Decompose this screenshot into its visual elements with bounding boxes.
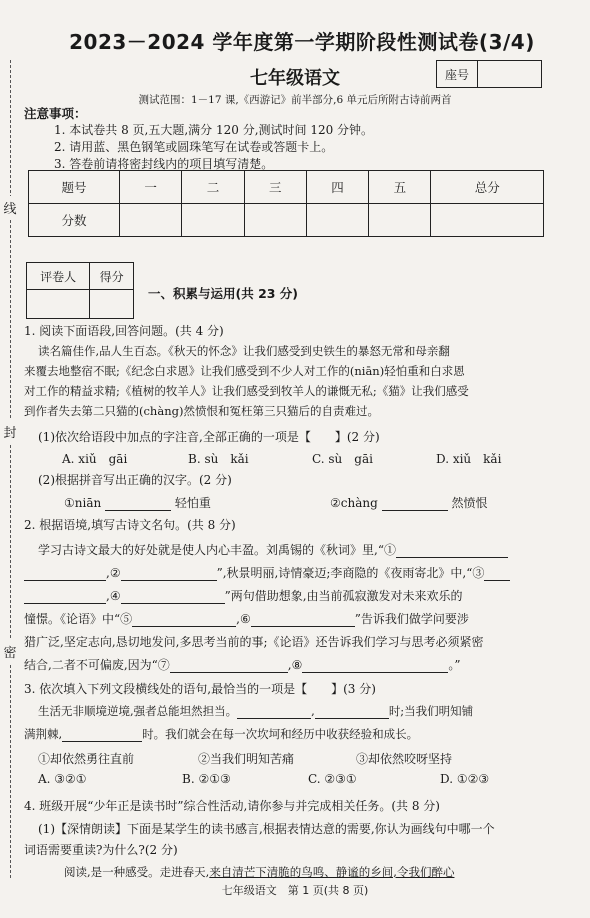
section-heading: 一、积累与运用(共 23 分): [148, 286, 299, 301]
score-table-row: [29, 204, 544, 237]
score-table-header-row: [29, 171, 544, 204]
pinyin-label: ①niān: [64, 496, 102, 510]
score-header-cell: 三: [244, 171, 306, 204]
score-cell[interactable]: [431, 204, 544, 237]
seat-number-field[interactable]: [478, 61, 541, 87]
answer-blank[interactable]: [396, 545, 508, 558]
option-b[interactable]: B. sù kǎi: [188, 452, 249, 466]
text: ,⑧: [287, 658, 303, 672]
pinyin-item: [330, 494, 487, 511]
question-3-stem: 3. 依次填入下列文段横线处的语句,最恰当的一项是【 】(3 分): [24, 682, 376, 696]
note-item: 1. 本试卷共 8 页,五大题,满分 120 分,测试时间 120 分钟。: [54, 123, 374, 137]
question-2-line: [38, 541, 508, 558]
text: 时。我们就会在每一次坎坷和经历中收获经验和成长。: [142, 727, 419, 741]
text: ,: [311, 704, 315, 718]
question-4-sub1-cont: 词语需要重读?为什么?(2 分): [24, 843, 178, 857]
score-header-cell: 四: [306, 171, 368, 204]
question-2-line: 猎广泛,坚定志向,恳切地发问,多思考当前的事;《论语》还告诉我们学习与思考必须紧密: [24, 635, 484, 649]
answer-blank[interactable]: [302, 660, 448, 673]
text: ”两句借助想象,由当前孤寂激发对未来欢乐的: [224, 589, 463, 603]
pinyin-item: [64, 494, 211, 511]
seat-number-box: [436, 60, 542, 88]
note-item: 3. 答卷前请将密封线内的项目填写清楚。: [54, 157, 274, 171]
question-2-line: [24, 656, 460, 673]
question-3-line: [38, 703, 473, 719]
option-a[interactable]: A. xiǔ gāi: [62, 452, 128, 466]
option-d[interactable]: D. xiǔ kǎi: [436, 452, 502, 466]
answer-blank[interactable]: [121, 568, 217, 581]
answer-blank[interactable]: [24, 568, 106, 581]
score-header-cell: 总分: [431, 171, 544, 204]
answer-blank[interactable]: [484, 568, 510, 581]
pinyin-label: ②chàng: [330, 496, 378, 510]
grader-table: [26, 262, 134, 319]
note-item: 2. 请用蓝、黑色钢笔或圆珠笔写在试卷或答题卡上。: [54, 140, 334, 154]
text: 憧憬。《论语》中“⑤: [24, 612, 133, 626]
binding-line: [10, 60, 11, 878]
notes-title: 注意事项：: [24, 106, 87, 121]
underlined-sentence: 来自清芒下清脆的鸟鸣、静谧的乡间,令我们醉心: [209, 865, 455, 879]
answer-blank[interactable]: [62, 729, 142, 742]
reading-excerpt: [64, 864, 454, 880]
answer-blank[interactable]: [132, 614, 236, 627]
answer-blank[interactable]: [121, 591, 225, 604]
text: 时;当我们明知铺: [388, 704, 474, 718]
page-footer: 七年级语文 第 1 页(共 8 页): [221, 884, 369, 897]
score-header-cell: 二: [182, 171, 244, 204]
score-cell[interactable]: [182, 204, 244, 237]
question-4-stem: 4. 班级开展“少年正是读书时”综合性活动,请你参与并完成相关任务。(共 8 分): [24, 799, 440, 813]
answer-blank[interactable]: [170, 660, 288, 673]
text: 满荆棘,: [24, 727, 63, 741]
score-row-label: 分数: [29, 204, 120, 237]
text: ,④: [106, 589, 121, 603]
text: 生活无非顺境逆境,强者总能坦然担当。: [38, 704, 238, 718]
question-4-sub1: (1)【深情朗读】下面是某学生的读书感言,根据表情达意的需要,你认为画线句中哪一个: [38, 822, 495, 836]
answer-blank[interactable]: [24, 591, 106, 604]
score-header-cell: 一: [120, 171, 182, 204]
text: 阅读,是一种感受。走进春天,: [64, 865, 210, 879]
exam-subtitle: 七年级语文: [250, 68, 340, 89]
option-c[interactable]: C. ②③①: [308, 772, 357, 786]
binding-mark-secret: 密: [2, 640, 18, 663]
text: 。”: [448, 658, 461, 672]
passage-line: 到作者失去第二只猫的(chàng)然愤恨和冤枉第三只猫后的自责难过。: [24, 404, 379, 418]
option-a[interactable]: A. ③②①: [38, 772, 87, 786]
passage-line: 读名篇佳作,品人生百态。《秋天的怀念》让我们感受到史铁生的暴怒无常和母亲翻: [38, 344, 450, 358]
answer-blank[interactable]: [237, 706, 311, 719]
question-1-sub1: (1)依次给语段中加点的字注音,全部正确的一项是【 】(2 分): [38, 430, 380, 444]
phrase-item: ③却依然咬呀坚持: [356, 752, 453, 766]
text: ,⑥: [236, 612, 251, 626]
text: ”告诉我们做学问要涉: [354, 612, 469, 626]
reviewer-cell[interactable]: [27, 290, 90, 319]
question-3-line: [24, 726, 418, 742]
score-cell[interactable]: [306, 204, 368, 237]
reviewer-label: 评卷人: [27, 263, 90, 290]
question-2-line: [24, 610, 469, 627]
passage-line: 来覆去地整宿不眠;《纪念白求恩》让我们感受到不少人对工作的(niān)轻怕重和白求恩: [24, 364, 465, 378]
question-1-stem: 1. 阅读下面语段,回答问题。(共 4 分): [24, 324, 224, 338]
phrase-item: ②当我们明知苦痛: [198, 752, 295, 766]
exam-title: 2023－2024 学年度第一学期阶段性测试卷(3/4): [69, 30, 535, 54]
score-cell[interactable]: [244, 204, 306, 237]
passage-line: 对工作的精益求精;《植树的牧羊人》让我们感受到牧羊人的谦慨无私;《猫》让我们感受: [24, 384, 469, 398]
question-2-stem: 2. 根据语境,填写古诗文名句。(共 8 分): [24, 518, 236, 532]
score-header-cell: 五: [369, 171, 431, 204]
option-d[interactable]: D. ①②③: [440, 772, 490, 786]
phrase-item: ①却依然勇往直前: [38, 752, 135, 766]
score-cell[interactable]: [369, 204, 431, 237]
answer-blank[interactable]: [315, 706, 389, 719]
question-2-line: [24, 587, 463, 604]
question-2-line: [24, 564, 510, 581]
score-table: [28, 170, 544, 237]
question-1-sub2: (2)根据拼音写出正确的汉字。(2 分): [38, 473, 232, 487]
answer-blank[interactable]: [105, 498, 171, 511]
text: ,②: [106, 566, 121, 580]
pinyin-suffix: 然愤恨: [451, 496, 488, 510]
answer-blank[interactable]: [382, 498, 448, 511]
option-c[interactable]: C. sù gāi: [312, 452, 373, 466]
text: 学习古诗文最大的好处就是使人内心丰盈。刘禹锡的《秋词》里,“①: [38, 543, 396, 557]
binding-mark-seal: 封: [2, 420, 18, 443]
grader-score-cell[interactable]: [90, 290, 134, 319]
text: ”,秋景明丽,诗情豪迈;李商隐的《夜雨寄北》中,“③: [216, 566, 485, 580]
test-scope: 测试范围：1－17 课,《西游记》前半部分,6 单元后所附古诗前两首: [138, 94, 452, 106]
score-cell[interactable]: [120, 204, 182, 237]
text: 结合,二者不可偏废,因为“⑦: [24, 658, 170, 672]
binding-mark-line: 线: [2, 196, 18, 219]
option-b[interactable]: B. ②①③: [182, 772, 231, 786]
answer-blank[interactable]: [251, 614, 355, 627]
score-header-cell: 题号: [29, 171, 120, 204]
grader-score-label: 得分: [90, 263, 134, 290]
seat-label: 座号: [437, 61, 478, 87]
pinyin-suffix: 轻怕重: [174, 496, 211, 510]
